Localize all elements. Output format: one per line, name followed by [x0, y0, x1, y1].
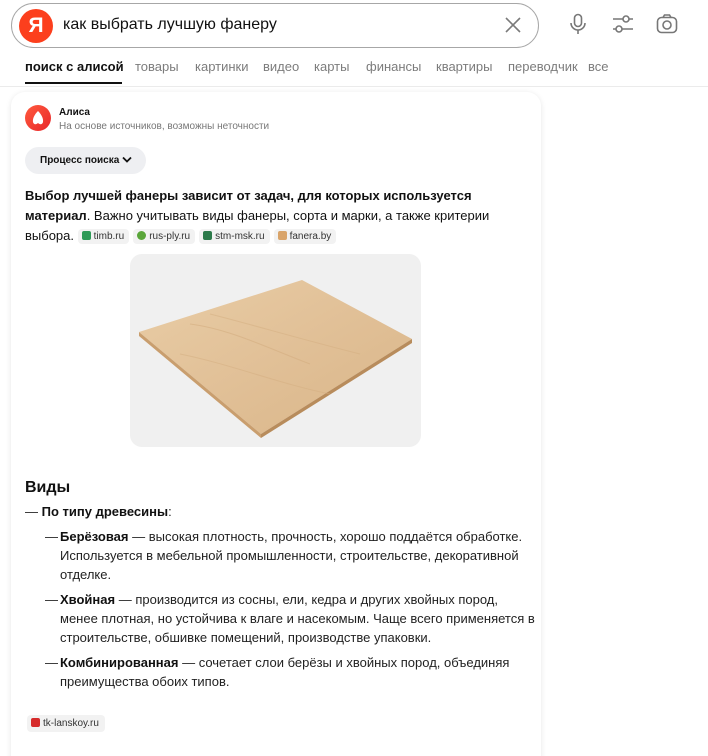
timb-favicon-icon	[82, 231, 91, 240]
types-list	[25, 502, 535, 691]
source-chip-stm-msk[interactable]: stm-msk.ru	[199, 229, 269, 244]
list-item: — Берёзовая — высокая плотность, прочность, хорошо поддаётся обработке. Используется в мебельной промышленности, строительстве, декоративной отделке.	[45, 529, 523, 582]
alisa-icon	[25, 105, 51, 131]
item-name-combined: Комбинированная	[60, 655, 179, 670]
source-chip-rus-ply[interactable]: rus-ply.ru	[133, 229, 195, 244]
tab-video[interactable]: видео	[263, 59, 300, 74]
camera-search-icon[interactable]	[655, 12, 679, 36]
tab-alisa-search[interactable]: поиск с алисой	[25, 59, 124, 74]
item-text-birch: — высокая плотность, прочность, хорошо поддаётся обработке. Используется в мебельной промышленности, строительстве, декоративной отделке.	[60, 529, 523, 582]
plywood-image[interactable]	[130, 254, 421, 447]
tab-apartments[interactable]: квартиры	[436, 59, 493, 74]
intro-text: . Важно учитывать виды фанеры, сорта и марки, а также критерии выбора.	[25, 208, 490, 243]
stm-msk-favicon-icon	[203, 231, 212, 240]
tab-translator[interactable]: переводчик	[508, 59, 578, 74]
alisa-glyph-icon	[25, 105, 51, 131]
list-item: — Комбинированная — сочетает слои берёзы и хвойных пород, объединяя преимущества обоих типов.	[45, 655, 510, 689]
fanera-favicon-icon	[278, 231, 287, 240]
tk-lanskoy-favicon-icon	[31, 718, 40, 727]
group-by-wood-type: — По типу древесины:	[25, 504, 172, 519]
tabs-divider	[0, 86, 708, 87]
yandex-logo[interactable]: Я	[19, 9, 53, 43]
group-label: По типу древесины	[41, 504, 169, 519]
item-name-conifer: Хвойная	[60, 592, 116, 607]
tab-all[interactable]: все	[588, 59, 609, 74]
filter-settings-icon[interactable]	[611, 12, 635, 36]
clear-icon[interactable]	[502, 14, 524, 36]
chevron-down-icon	[122, 156, 132, 164]
search-bar[interactable]	[11, 3, 539, 48]
active-tab-indicator	[25, 82, 122, 84]
assistant-name: Алиса	[59, 107, 90, 118]
assistant-disclaimer: На основе источников, возможны неточности	[59, 121, 270, 132]
source-chip-tk-lanskoy[interactable]: tk-lanskoy.ru	[27, 715, 105, 732]
list-item: — Хвойная — производится из сосны, ели, кедра и других хвойных пород, менее плотная, но устойчива к влаге и насекомым. Чаще всего применяется в строительстве, обшивке помещений, производстве упаковки.	[45, 592, 535, 645]
source-chip-fanera[interactable]: fanera.by	[274, 229, 337, 244]
alisa-answer-card	[11, 92, 541, 756]
rus-ply-favicon-icon	[137, 231, 146, 240]
tab-products[interactable]: товары	[135, 59, 179, 74]
plywood-sheet-illustration	[130, 254, 421, 447]
answer-intro	[25, 186, 525, 246]
item-name-birch: Берёзовая	[60, 529, 129, 544]
search-process-button[interactable]	[25, 147, 146, 174]
item-text-conifer: — производится из сосны, ели, кедра и других хвойных пород, менее плотная, но устойчива к влаге и насекомым. Чаще всего применяется в строительстве, обшивке помещений, производстве упаковки.	[60, 592, 535, 645]
item-text-combined: — сочетает слои берёзы и хвойных пород, объединяя преимущества обоих типов.	[60, 655, 510, 689]
intro-bold-text: Выбор лучшей фанеры зависит от задач, для которых используется материал	[25, 188, 472, 223]
source-chip-timb[interactable]: timb.ru	[78, 229, 130, 244]
search-input[interactable]: как выбрать лучшую фанеру	[63, 16, 277, 33]
tab-maps[interactable]: карты	[314, 59, 350, 74]
tab-finance[interactable]: финансы	[366, 59, 422, 74]
section-title-types: Виды	[25, 479, 71, 496]
tab-images[interactable]: картинки	[195, 59, 249, 74]
search-process-label: Процесс поиска	[40, 155, 120, 166]
microphone-icon[interactable]	[566, 12, 590, 36]
